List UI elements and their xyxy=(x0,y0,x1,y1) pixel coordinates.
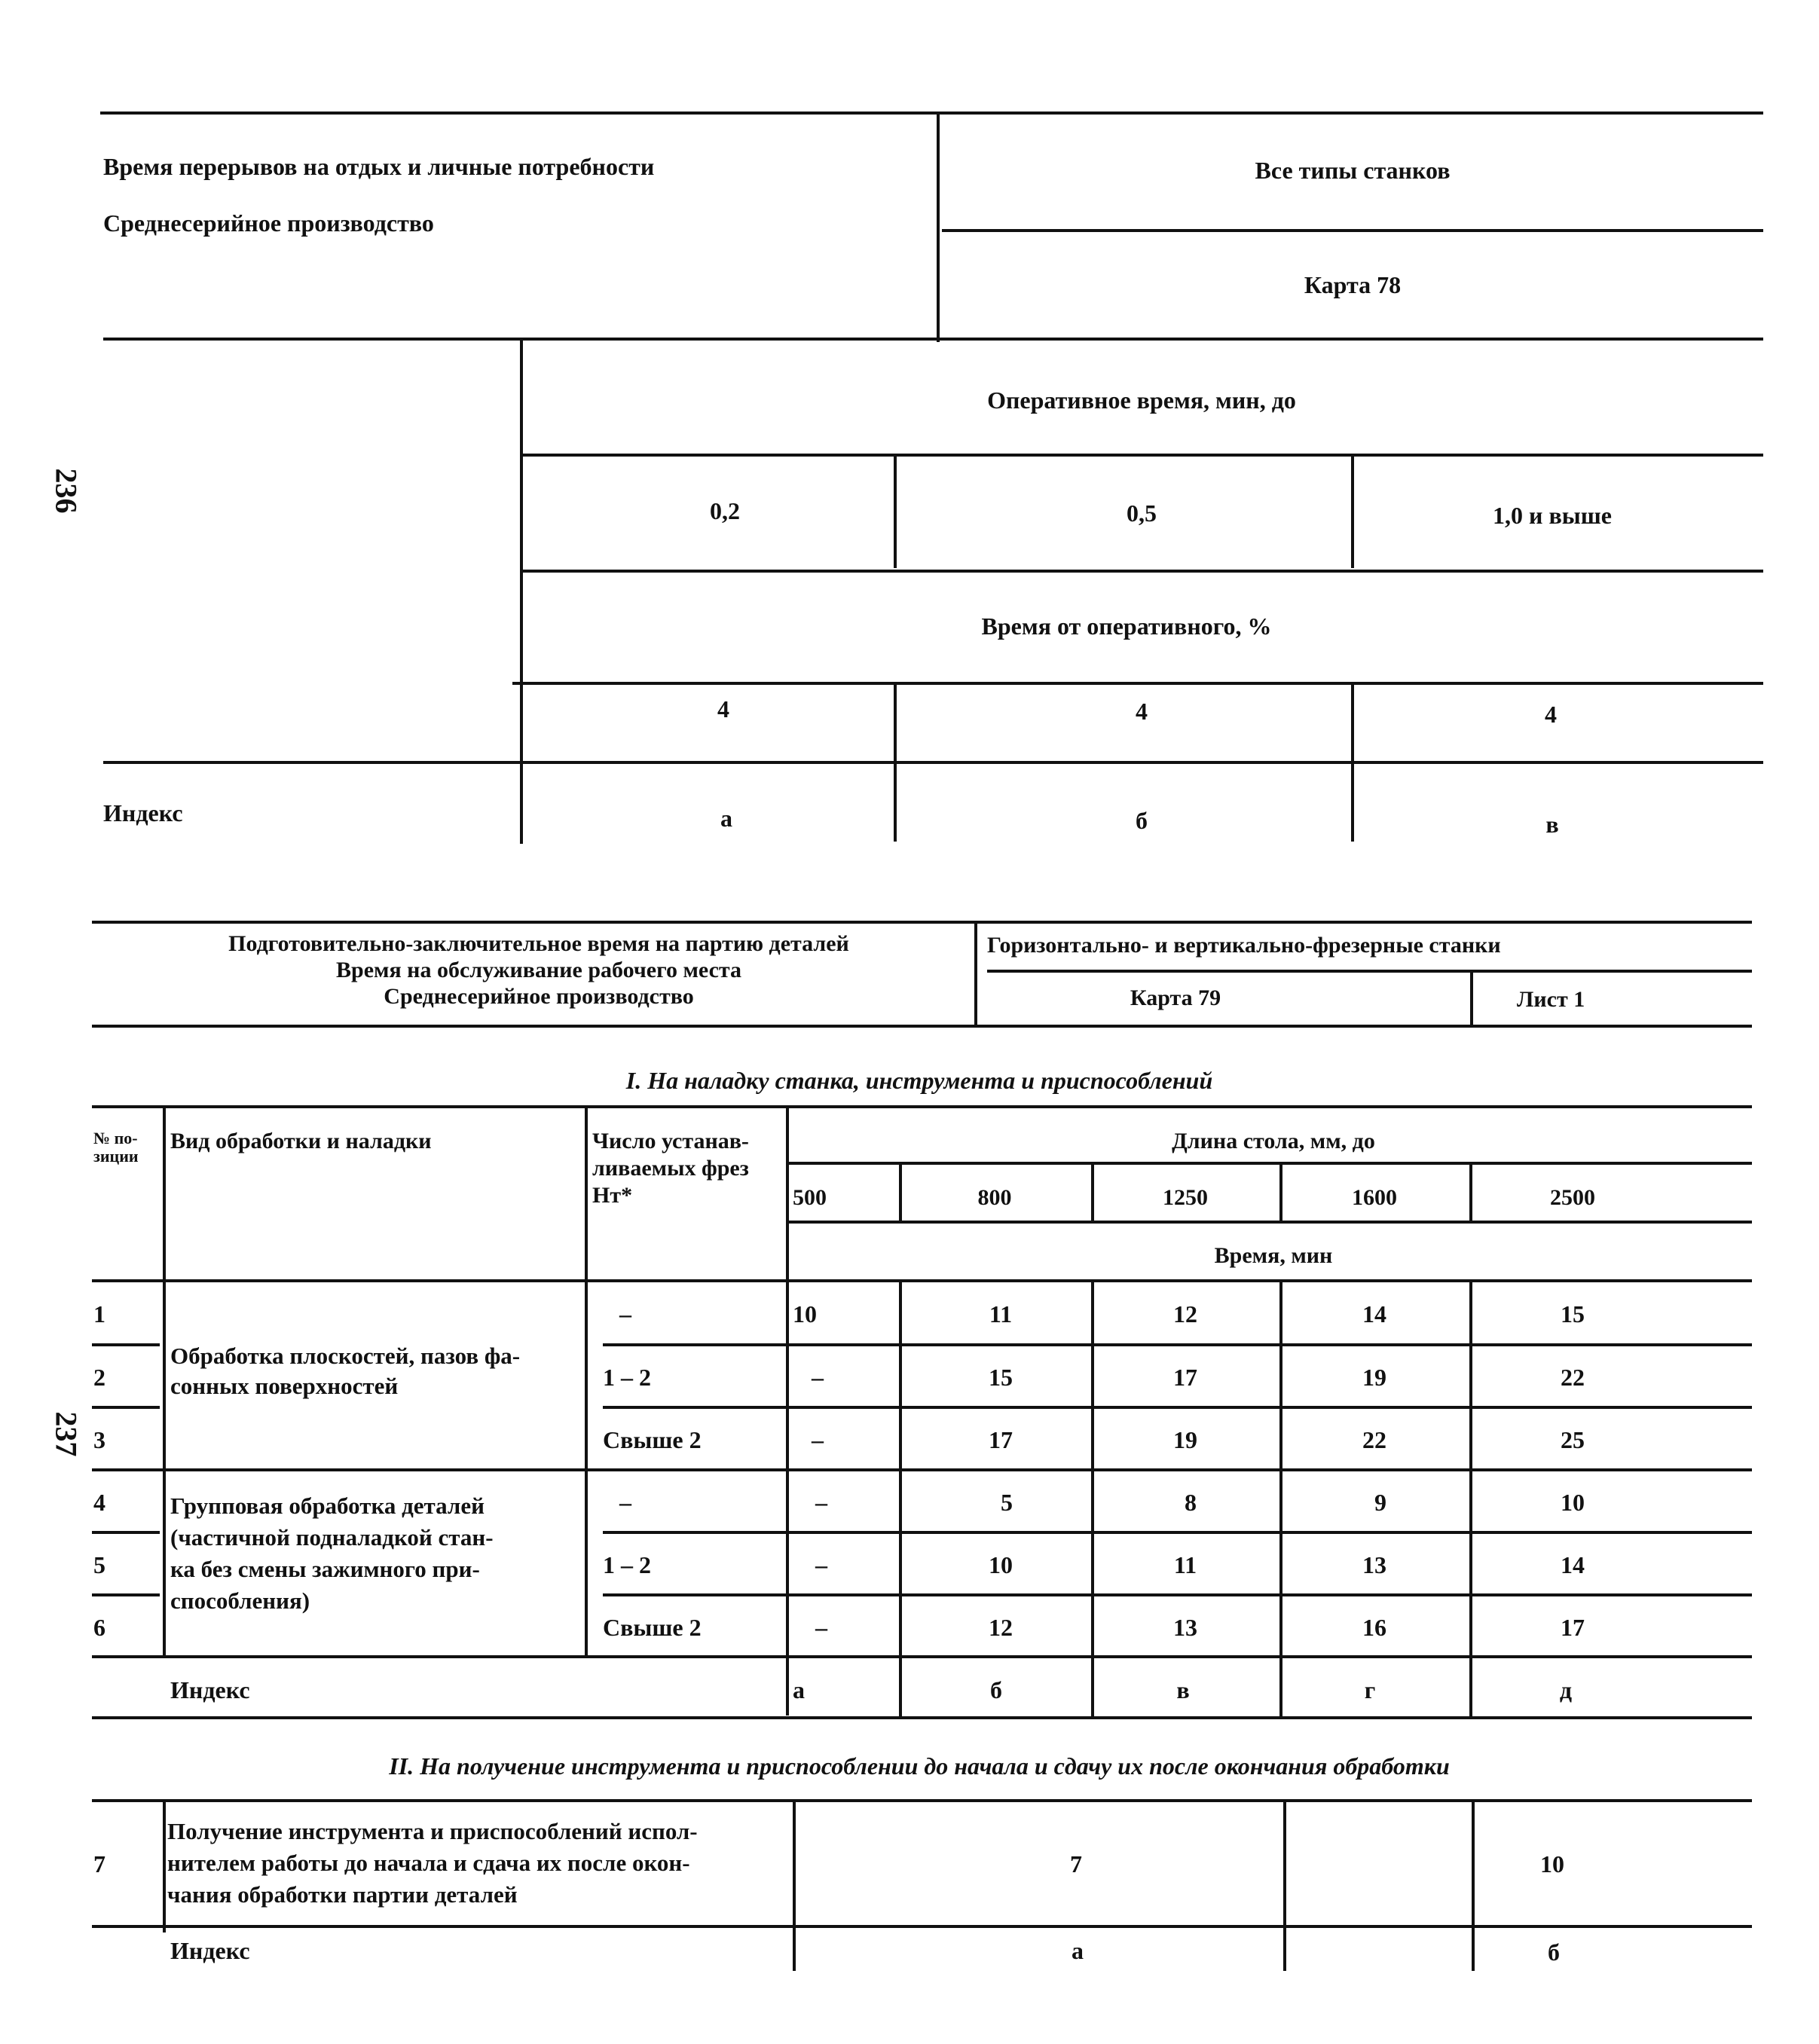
card78-title: Время перерывов на отдых и личные потребности xyxy=(103,153,655,180)
card79-index-value: а xyxy=(793,1676,805,1703)
length-2500: 2500 xyxy=(1550,1185,1595,1210)
card78-production: Среднесерийное производство xyxy=(103,209,434,237)
table-length-header: Длина стола, мм, до xyxy=(1172,1129,1375,1153)
col-num-header-2: зиции xyxy=(93,1147,139,1166)
card79-card-number: Карта 79 xyxy=(1130,985,1221,1010)
card78-op-value: 1,0 и выше xyxy=(1493,502,1612,529)
col-cutters-header-3: Нт* xyxy=(592,1183,633,1208)
card78-pct-value: 4 xyxy=(1545,701,1557,728)
section-2-heading: II. На получение инструмента и приспособлении до начала и сдачу их после окончания обработки xyxy=(389,1752,1450,1780)
length-1600: 1600 xyxy=(1352,1185,1397,1210)
card78-machines: Все типы станков xyxy=(1255,157,1451,184)
card79-index-label: Индекс xyxy=(170,1676,250,1703)
card78-pct-value: 4 xyxy=(1136,698,1148,725)
card79-machines: Горизонтально- и вертикально-фрезерные станки xyxy=(987,933,1501,958)
length-500: 500 xyxy=(793,1185,827,1210)
col-type-header: Вид обработки и наладки xyxy=(170,1129,432,1153)
card79-index-value: д xyxy=(1559,1676,1573,1703)
card78-card-number: Карта 78 xyxy=(1304,271,1402,298)
card78-index-value: б xyxy=(1136,807,1148,834)
card78-op-value: 0,5 xyxy=(1127,500,1157,527)
card79-production: Среднесерийное производство xyxy=(384,984,694,1009)
card78-index-value: а xyxy=(720,805,732,832)
card79-title: Подготовительно-заключительное время на партию деталей xyxy=(228,931,849,956)
card78-index-label: Индекс xyxy=(103,799,183,826)
card78-op-time-header: Оперативное время, мин, до xyxy=(987,386,1296,414)
card79-title-2: Время на обслуживание рабочего места xyxy=(336,958,741,982)
card79-index-value: в xyxy=(1176,1676,1190,1703)
group-2-label: Групповая обработка деталей (частичной подналадкой стан- ка без смены зажимного при- способления) xyxy=(170,1493,494,1614)
card79-index2-value: а xyxy=(1072,1937,1084,1964)
card78-index-value: в xyxy=(1545,811,1559,838)
card78-pct-value: 4 xyxy=(717,695,729,723)
col-cutters-header: Число устанав- xyxy=(592,1129,749,1153)
col-cutters-header-2: ливаемых фрез xyxy=(592,1156,749,1181)
group-1-label: Обработка плоскостей, пазов фа- сонных поверхностей xyxy=(170,1343,521,1399)
length-1250: 1250 xyxy=(1163,1185,1208,1210)
page-number-upper: 236 xyxy=(49,468,84,514)
card78-op-value: 0,2 xyxy=(710,497,740,524)
card79-index-value: г xyxy=(1364,1676,1376,1703)
card79-index2-value: б xyxy=(1548,1939,1560,1966)
card78-pct-header: Время от оперативного, % xyxy=(981,613,1272,640)
col-num-header: № по- xyxy=(93,1129,138,1147)
length-800: 800 xyxy=(977,1185,1012,1210)
card79-index-value: б xyxy=(990,1676,1002,1703)
card79-sheet: Лист 1 xyxy=(1517,987,1585,1012)
section-1-heading: I. На наладку станка, инструмента и приспособлений xyxy=(625,1067,1213,1094)
card79-index2-label: Индекс xyxy=(170,1937,250,1964)
time-header: Время, мин xyxy=(1214,1243,1333,1268)
page-number-lower: 237 xyxy=(49,1411,84,1457)
